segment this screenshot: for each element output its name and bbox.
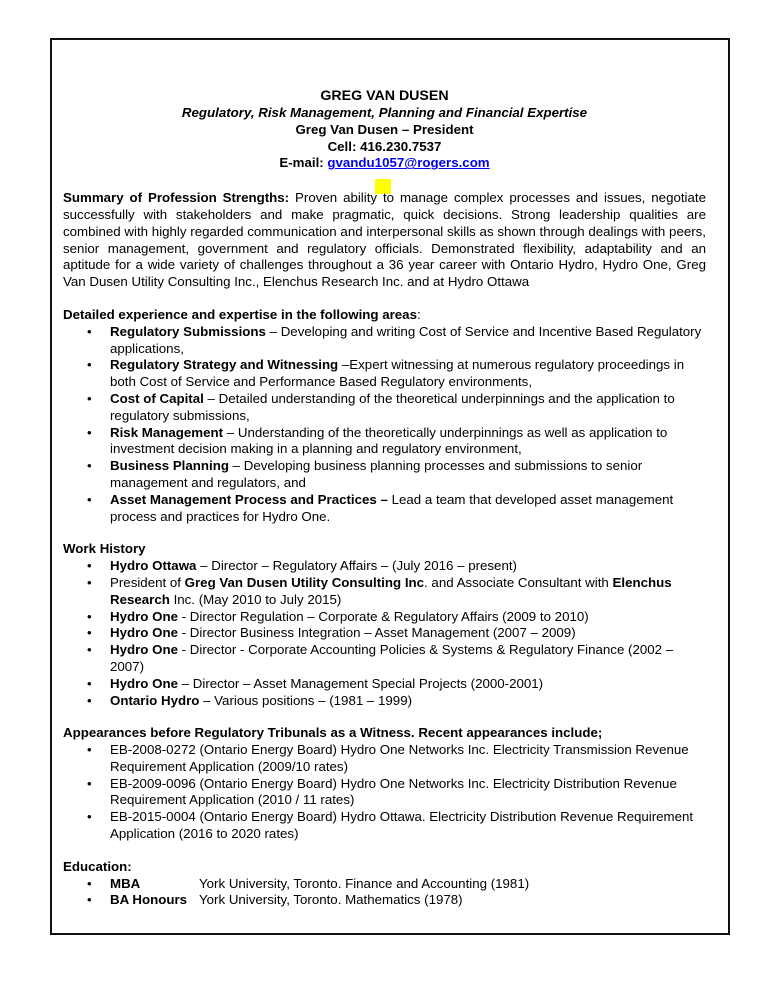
item-text: Lead a team that developed asset management process and practices for Hydro One. xyxy=(110,491,674,524)
item-text: – Developing and writing Cost of Service and Incentive Based Regulatory applications, xyxy=(110,323,702,356)
list-item xyxy=(63,558,706,575)
item-text: – Understanding of the theoretically underpinnings as well as application to investment decision making in a planning and regulatory environment, xyxy=(110,424,668,457)
item-heading: Regulatory Strategy and Witnessing xyxy=(110,357,339,373)
item-text: – Developing business planning processes and submissions to senior management and regulators, and xyxy=(110,458,643,490)
expertise-title-colon: : xyxy=(416,306,421,322)
summary-text: Proven ability to manage complex processes and issues, negotiate successfully with stakeholders and make pragmatic, quick decisions. Strong leadership qualities are combined with highly regarded communication and interpersonal skills as shown through dealings with peers, senior management, government and regulatory officials. Demonstrated flexibility, adaptability and an aptitude for a wide variety of challenges throughout a 36 year career with Ontario Hydro, Hydro One, Greg Van Dusen Utility Consulting Inc., Elenchus Research Inc. and at Hydro Ottawa xyxy=(63,190,706,290)
cell-phone: Cell: 416.230.7537 xyxy=(327,138,442,154)
employer: Ontario Hydro xyxy=(110,692,200,708)
expertise-list xyxy=(63,324,706,526)
employer: Hydro One xyxy=(110,608,178,624)
list-item xyxy=(63,892,706,909)
employer: Hydro One xyxy=(110,625,178,641)
list-item xyxy=(63,693,706,710)
candidate-name: GREG VAN DUSEN xyxy=(320,88,449,104)
email-label: E-mail: xyxy=(279,155,328,171)
education-title: Education: xyxy=(63,858,132,874)
role-text: - Director Regulation – Corporate & Regulatory Affairs (2009 to 2010) xyxy=(177,608,589,624)
title-line: Greg Van Dusen – President xyxy=(295,121,474,137)
list-item xyxy=(63,642,706,676)
list-item xyxy=(63,458,706,492)
role-text: – Various positions – (1981 – 1999) xyxy=(199,692,413,708)
expertise-title: Detailed experience and expertise in the following areas xyxy=(63,306,417,322)
employer: Elenchus Research xyxy=(110,574,672,607)
list-item xyxy=(63,391,706,425)
employer: Hydro One xyxy=(110,642,178,658)
work-history-list xyxy=(63,558,706,709)
role-text: Inc. (May 2010 to July 2015) xyxy=(169,591,342,607)
education-section xyxy=(63,859,706,909)
list-item: • EB-2015-0004 (Ontario Energy Board) Hydro Ottawa. Electricity Distribution Revenue Requirement Application (2016 to 2020 rates) xyxy=(63,809,706,843)
appearances-list xyxy=(63,742,706,843)
list-item xyxy=(63,492,706,526)
employer: Hydro Ottawa xyxy=(110,558,197,574)
email-link[interactable]: gvandu1057@rogers.com xyxy=(327,155,490,171)
list-item: • EB-2009-0096 (Ontario Energy Board) Hydro One Networks Inc. Electricity Distribution Revenue Requirement Application (2010 / 11 rates) xyxy=(63,776,706,810)
list-item xyxy=(63,676,706,693)
degree-detail: York University, Toronto. Mathematics (1978) xyxy=(199,892,463,908)
list-item: • EB-2008-0272 (Ontario Energy Board) Hydro One Networks Inc. Electricity Transmission Revenue Requirement Application (2009/10 rates) xyxy=(63,742,706,776)
tagline: Regulatory, Risk Management, Planning and Financial Expertise xyxy=(181,105,588,120)
appearances-section xyxy=(63,725,706,843)
work-history-section xyxy=(63,541,706,709)
degree: MBA xyxy=(110,875,141,891)
list-item xyxy=(63,575,706,609)
item-heading: Cost of Capital xyxy=(110,390,204,406)
resume-header xyxy=(63,88,706,172)
degree: BA Honours xyxy=(110,892,188,908)
education-list xyxy=(63,876,706,910)
list-item xyxy=(63,609,706,626)
item-heading: Asset Management Process and Practices – xyxy=(110,491,388,507)
item-heading: Risk Management xyxy=(110,424,224,440)
list-item xyxy=(63,876,706,893)
summary-paragraph xyxy=(63,190,706,291)
item-text: – Detailed understanding of the theoretical underpinnings and the application to regulatory submissions, xyxy=(110,390,675,423)
work-history-title: Work History xyxy=(63,541,146,557)
item-heading: Regulatory Submissions xyxy=(110,323,266,339)
list-item xyxy=(63,357,706,391)
list-item xyxy=(63,625,706,642)
role-text: . and Associate Consultant with xyxy=(424,574,613,590)
role-text: – Director – Regulatory Affairs – (July 2016 – present) xyxy=(196,558,517,574)
list-item xyxy=(63,324,706,358)
list-item xyxy=(63,425,706,459)
item-heading: Business Planning xyxy=(110,458,229,474)
item-text: –Expert witnessing at numerous regulatory proceedings in both Cost of Service and Performance Based Regulatory environments, xyxy=(110,357,685,390)
role-text: - Director - Corporate Accounting Policies & Systems & Regulatory Finance (2002 – 2007) xyxy=(110,642,674,674)
resume-content xyxy=(63,88,706,909)
degree-detail: York University, Toronto. Finance and Accounting (1981) xyxy=(199,875,530,891)
role-text: President of xyxy=(110,574,185,590)
role-text: – Director – Asset Management Special Projects (2000-2001) xyxy=(177,675,544,691)
email-line xyxy=(63,155,706,172)
appearances-title: Appearances before Regulatory Tribunals as a Witness. Recent appearances include; xyxy=(63,725,603,741)
expertise-section xyxy=(63,307,706,525)
employer: Hydro One xyxy=(110,675,178,691)
role-text: - Director Business Integration – Asset Management (2007 – 2009) xyxy=(177,625,576,641)
summary-label: Summary of Profession Strengths: xyxy=(63,190,290,206)
employer: Greg Van Dusen Utility Consulting Inc xyxy=(184,574,425,590)
